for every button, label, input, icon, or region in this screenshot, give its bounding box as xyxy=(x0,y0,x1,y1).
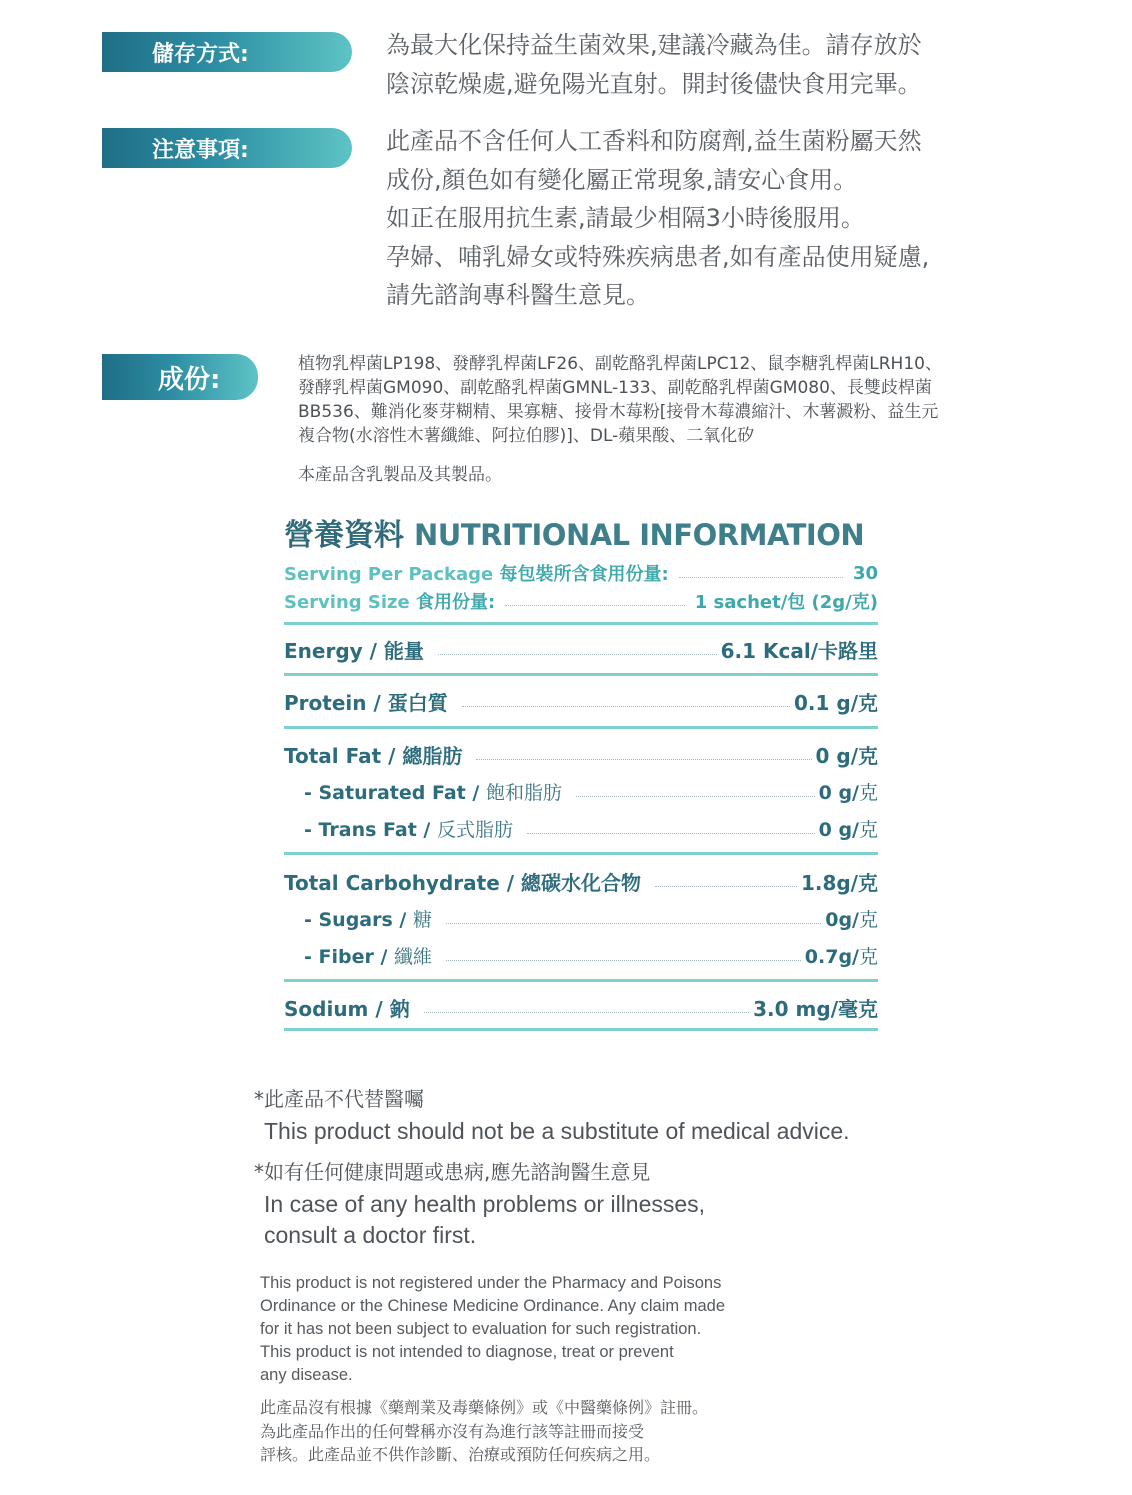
row-label-zh: 反式脂肪 xyxy=(436,818,513,841)
notes-line: 如正在服用抗生素,請最少相隔3小時後服用。 xyxy=(386,204,865,232)
ingredients-text xyxy=(298,352,1058,448)
notes-text xyxy=(386,122,929,315)
carbohydrate-row xyxy=(284,866,878,896)
row-label-en: - Fiber / xyxy=(304,945,395,968)
ingredients-line: 複合物(水溶性木薯纖維、阿拉伯膠)]、DL-蘋果酸、二氧化矽 xyxy=(298,426,755,446)
row-unit: 克 xyxy=(858,743,878,768)
legal-zh-line: 此產品沒有根據《藥劑業及毒藥條例》或《中醫藥條例》註冊。 xyxy=(260,1398,709,1417)
row-unit: 毫克 xyxy=(838,996,878,1021)
dairy-note: 本產品含乳製品及其製品。 xyxy=(298,465,502,485)
leader-dots xyxy=(446,960,801,961)
legal-zh-line: 為此產品作出的任何聲稱亦沒有為進行該等註冊而接受 xyxy=(260,1421,645,1441)
leader-dots xyxy=(679,577,843,578)
leader-dots xyxy=(424,1012,750,1013)
row-value: 0 g/ xyxy=(818,818,859,841)
leader-dots xyxy=(505,605,685,606)
storage-line: 為最大化保持益生菌效果,建議冷藏為佳。請存放於 xyxy=(386,31,922,59)
serving-size-en: Serving Size xyxy=(284,592,417,613)
row-label-zh: 纖維 xyxy=(394,945,433,968)
notes-line: 此產品不含任何人工香料和防腐劑,益生菌粉屬天然 xyxy=(386,127,922,155)
notes-line: 請先諮詢專科醫生意見。 xyxy=(386,281,650,309)
serving-per-package-value: 30 xyxy=(852,562,878,584)
nutrition-title-zh: 營養資料 xyxy=(284,518,404,553)
health-disclaimer-en: consult a doctor first. xyxy=(264,1222,477,1248)
row-value: 1.8g/ xyxy=(800,870,858,895)
divider xyxy=(284,673,878,676)
row-label-zh: 蛋白質 xyxy=(387,690,448,715)
serving-per-package-en: Serving Per Package xyxy=(284,564,500,585)
legal-en xyxy=(260,1272,780,1387)
ingredients-line: 發酵乳桿菌GM090、副乾酪乳桿菌GMNL-133、副乾酪乳桿菌GM080、長雙歧桿菌 xyxy=(298,378,932,398)
legal-en-line: Ordinance or the Chinese Medicine Ordinance. Any claim made xyxy=(260,1297,725,1315)
health-disclaimer-en: In case of any health problems or illnesses, xyxy=(264,1191,706,1217)
row-label-en: - Trans Fat / xyxy=(304,818,437,841)
legal-en-line: This product is not registered under the Pharmacy and Poisons xyxy=(260,1274,722,1292)
row-unit: 克 xyxy=(858,818,878,841)
health-disclaimer xyxy=(254,1156,705,1251)
row-label-zh: 鈉 xyxy=(389,996,410,1021)
serving-size-row xyxy=(284,588,878,614)
trans-fat-row xyxy=(284,813,878,843)
ingredients-line: BB536、難消化麥芽糊精、果寡糖、接骨木莓粉[接骨木莓濃縮汁、木薯澱粉、益生元 xyxy=(298,402,939,422)
legal-en-line: This product is not intended to diagnose, treat or prevent xyxy=(260,1343,674,1361)
notes-label: 注意事項: xyxy=(102,128,352,168)
leader-dots xyxy=(576,796,815,797)
nutrition-title xyxy=(284,510,864,554)
row-label-zh: 總脂肪 xyxy=(402,743,463,768)
divider xyxy=(284,852,878,855)
row-unit: 克 xyxy=(858,908,878,931)
divider xyxy=(284,979,878,982)
saturated-fat-row xyxy=(284,776,878,806)
row-label-zh: 飽和脂肪 xyxy=(485,781,562,804)
divider xyxy=(284,1028,878,1031)
storage-line: 陰涼乾燥處,避免陽光直射。開封後儘快食用完畢。 xyxy=(386,69,922,98)
sodium-row xyxy=(284,992,878,1022)
energy-row xyxy=(284,634,878,664)
row-label-en: Energy / xyxy=(284,638,384,663)
ingredients-label: 成份: xyxy=(102,354,258,400)
row-unit: 克 xyxy=(858,781,878,804)
storage-label: 儲存方式: xyxy=(102,32,352,72)
serving-size-zh: 食用份量: xyxy=(416,592,496,613)
health-disclaimer-zh: *如有任何健康問題或患病,應先諮詢醫生意見 xyxy=(254,1160,651,1184)
serving-per-package-row xyxy=(284,560,878,586)
fiber-row xyxy=(284,940,878,970)
leader-dots xyxy=(476,759,811,760)
leader-dots xyxy=(462,706,790,707)
medical-disclaimer-en: This product should not be a substitute of medical advice. xyxy=(264,1118,850,1144)
row-label-en: Total Carbohydrate / xyxy=(284,870,522,895)
row-value: 0 g/ xyxy=(815,743,858,768)
storage-text xyxy=(386,26,922,103)
nutrition-title-en: NUTRITIONAL INFORMATION xyxy=(414,518,865,552)
row-value: 0.1 g/ xyxy=(793,690,858,715)
protein-row xyxy=(284,686,878,716)
divider xyxy=(284,726,878,729)
legal-zh xyxy=(260,1396,708,1467)
row-label-en: Sodium / xyxy=(284,996,390,1021)
serving-size-value: 1 sachet/包 (2g/克) xyxy=(694,592,878,613)
legal-zh-line: 評核。此產品並不供作診斷、治療或預防任何疾病之用。 xyxy=(260,1445,661,1464)
medical-disclaimer xyxy=(254,1083,850,1147)
serving-per-package-zh: 每包裝所含食用份量: xyxy=(499,564,669,585)
row-unit: 克 xyxy=(858,945,878,968)
row-label-en: - Saturated Fat / xyxy=(304,781,486,804)
row-label-zh: 糖 xyxy=(412,908,432,931)
row-value: 0.7g/ xyxy=(804,945,859,968)
row-unit: 卡路里 xyxy=(818,638,878,663)
row-value: 0 g/ xyxy=(818,781,859,804)
leader-dots xyxy=(655,886,797,887)
legal-en-line: any disease. xyxy=(260,1366,353,1384)
row-value: 0g/ xyxy=(825,908,859,931)
total-fat-row xyxy=(284,739,878,769)
divider xyxy=(284,622,878,625)
ingredients-line: 植物乳桿菌LP198、發酵乳桿菌LF26、副乾酪乳桿菌LPC12、鼠李糖乳桿菌LRH10、 xyxy=(298,354,942,374)
notes-line: 成份,顏色如有變化屬正常現象,請安心食用。 xyxy=(386,165,858,194)
row-value: 3.0 mg/ xyxy=(753,996,838,1021)
leader-dots xyxy=(527,833,815,834)
row-unit: 克 xyxy=(858,870,878,895)
row-label-en: Total Fat / xyxy=(284,743,403,768)
row-unit: 克 xyxy=(858,690,878,715)
notes-line: 孕婦、哺乳婦女或特殊疾病患者,如有產品使用疑慮, xyxy=(386,242,930,271)
sugars-row xyxy=(284,903,878,933)
medical-disclaimer-zh: *此產品不代替醫囑 xyxy=(254,1087,424,1111)
leader-dots xyxy=(438,654,717,655)
legal-en-line: for it has not been subject to evaluation for such registration. xyxy=(260,1320,702,1338)
row-label-zh: 總碳水化合物 xyxy=(521,870,642,895)
leader-dots xyxy=(446,923,821,924)
row-label-en: Protein / xyxy=(284,690,388,715)
row-label-en: - Sugars / xyxy=(304,908,413,931)
row-value: 6.1 Kcal/ xyxy=(720,638,818,663)
row-label-zh: 能量 xyxy=(383,638,424,663)
